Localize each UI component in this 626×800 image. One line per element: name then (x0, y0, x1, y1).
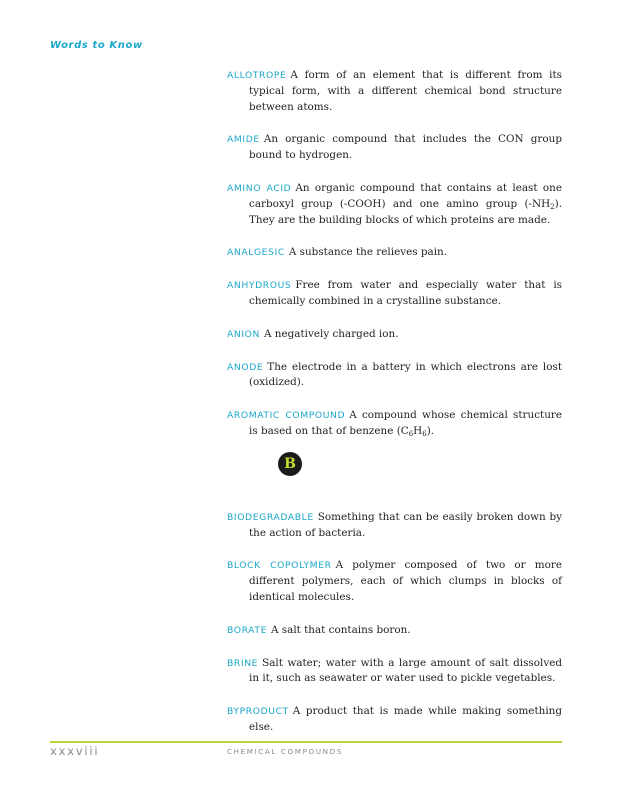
glossary-entry (227, 278, 562, 310)
glossary-definition: A salt that contains boron. (270, 623, 411, 636)
glossary-entry (227, 132, 562, 164)
glossary-entry (227, 408, 562, 440)
glossary-term: AROMATIC COMPOUND (227, 410, 346, 422)
glossary-entry (227, 510, 562, 542)
glossary-term: BLOCK COPOLYMER (227, 560, 332, 572)
glossary-entry (227, 623, 562, 639)
glossary-definition: The electrode in a battery in which electrons are lost (oxidized). (249, 360, 562, 389)
glossary-term: BRINE (227, 657, 259, 669)
glossary-definition: Free from water and especially water that is chemically combined in a crystalline substance. (249, 279, 562, 307)
letter-section-divider (227, 440, 562, 510)
glossary-entry (227, 360, 562, 392)
glossary-definition: A substance the relieves pain. (288, 246, 448, 259)
running-footer-title: CHEMICAL COMPOUNDS (227, 747, 343, 756)
glossary-entry (227, 704, 562, 736)
glossary-definition: Salt water; water with a large amount of salt dissolved in it, such as seawater or water used to pickle vegetables. (249, 656, 562, 685)
glossary-term: AMINO ACID (227, 182, 292, 194)
glossary-term: BIODEGRADABLE (227, 511, 314, 523)
glossary-definition: An organic compound that contains at least one carboxyl group (-COOH) and one amino group $(-NH_2)$. They are the building blocks of which proteins are made. (249, 181, 562, 226)
glossary-definition: A polymer composed of two or more different polymers, each of which clumps in blocks of identical molecules. (249, 559, 562, 603)
glossary-definition: A form of an element that is different from its typical form, with a different chemical bond structure between atoms. (249, 69, 562, 113)
glossary-term: ANHYDROUS (227, 280, 292, 292)
page-number: xxxviii (50, 744, 100, 758)
glossary-entry (227, 68, 562, 115)
glossary-entry (227, 181, 562, 228)
glossary-term: AMIDE (227, 134, 260, 146)
glossary-entry (227, 245, 562, 261)
glossary-entries (227, 68, 562, 736)
glossary-definition: A compound whose chemical structure is based on that of benzene $(C_6H_6)$. (249, 409, 562, 438)
glossary-term: BYPRODUCT (227, 706, 289, 718)
glossary-definition: Something that can be easily broken down by the action of bacteria. (249, 510, 562, 539)
glossary-entry (227, 656, 562, 688)
glossary-definition: A product that is made while making something else. (249, 705, 562, 733)
glossary-term: ANION (227, 328, 260, 340)
glossary-term: BORATE (227, 624, 267, 636)
glossary-entry (227, 327, 562, 343)
letter-marker: B (278, 452, 302, 476)
glossary-definition: An organic compound that includes the CON group bound to hydrogen. (249, 133, 562, 162)
glossary-term: ALLOTROPE (227, 70, 287, 81)
glossary-definition: A negatively charged ion. (263, 327, 399, 340)
section-header: Words to Know (50, 40, 143, 51)
glossary-entry (227, 558, 562, 605)
glossary-term: ANODE (227, 361, 264, 373)
footer-rule (50, 741, 562, 743)
glossary-term: ANALGESIC (227, 247, 285, 259)
